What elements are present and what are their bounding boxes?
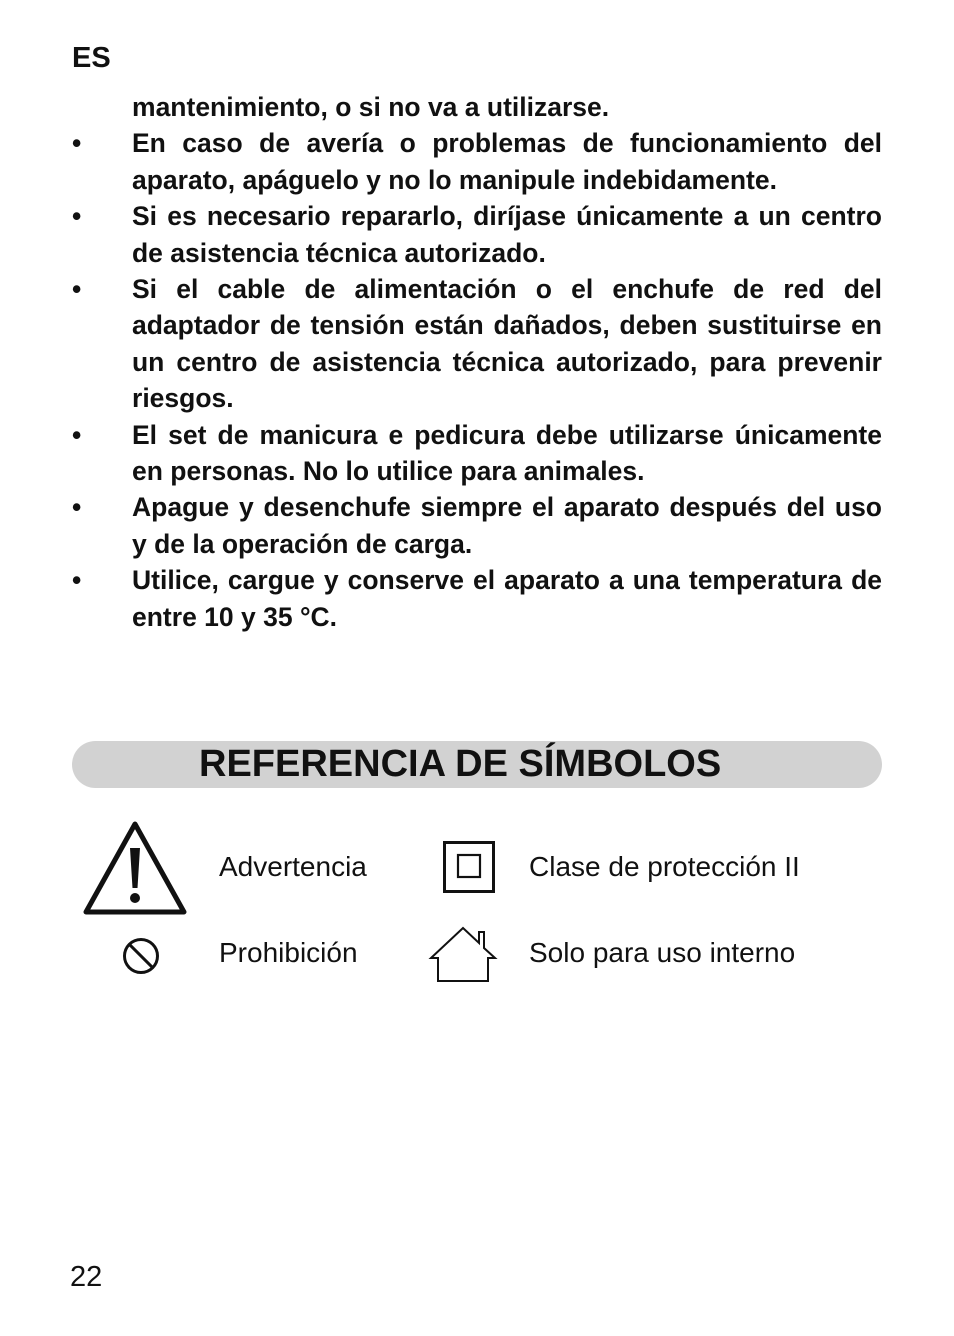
indoor-use-house-icon (428, 924, 498, 986)
list-item-text: En caso de avería o problemas de funcionamiento del aparato, apáguelo y no lo manipule indebidamente. (132, 128, 882, 195)
bullet-point: • (72, 128, 82, 159)
list-item (72, 489, 882, 562)
page-number: 22 (70, 1261, 103, 1293)
section-title: REFERENCIA DE SÍMBOLOS (199, 743, 722, 785)
symbol-label-prohibition: Prohibición (219, 937, 358, 968)
symbols-section-header (72, 741, 882, 788)
list-item-text: Utilice, cargue y conserve el aparato a una temperatura de entre 10 y 35 °C. (132, 565, 882, 632)
safety-instructions-list (72, 89, 882, 635)
protection-class-ii-icon (443, 841, 495, 893)
list-item-text: El set de manicura e pedicura debe utilizarse únicamente en personas. No lo utilice para animales. (132, 419, 882, 487)
bullet-point: • (72, 419, 82, 450)
list-item (72, 271, 882, 417)
list-item-text: Apague y desenchufe siempre el aparato después del uso y de la operación de carga. (132, 492, 882, 559)
bullet-point: • (72, 492, 82, 523)
language-code: ES (72, 42, 111, 74)
list-item (72, 417, 882, 490)
list-item-text: Si el cable de alimentación o el enchufe de red del adaptador de tensión están dañados, deben sustituirse en un centro de asistencia técnica autorizado, para prevenir riesgos. (132, 274, 882, 414)
symbol-label-protection-class: Clase de protección II (529, 851, 800, 882)
warning-triangle-icon (80, 818, 190, 918)
bullet-point: • (72, 565, 82, 596)
prohibition-icon (120, 935, 162, 977)
symbol-label-warning: Advertencia (219, 851, 367, 882)
list-item (72, 125, 882, 198)
symbol-label-indoor-use: Solo para uso interno (529, 937, 796, 968)
bullet-point: • (72, 201, 82, 232)
list-item (72, 198, 882, 271)
bullet-point: • (72, 274, 82, 305)
list-item-text: mantenimiento, o si no va a utilizarse. (132, 92, 610, 122)
list-item (72, 562, 882, 635)
list-item-text: Si es necesario repararlo, diríjase únicamente a un centro de asistencia técnica autorizado. (132, 201, 882, 268)
list-item-continuation (72, 89, 882, 125)
